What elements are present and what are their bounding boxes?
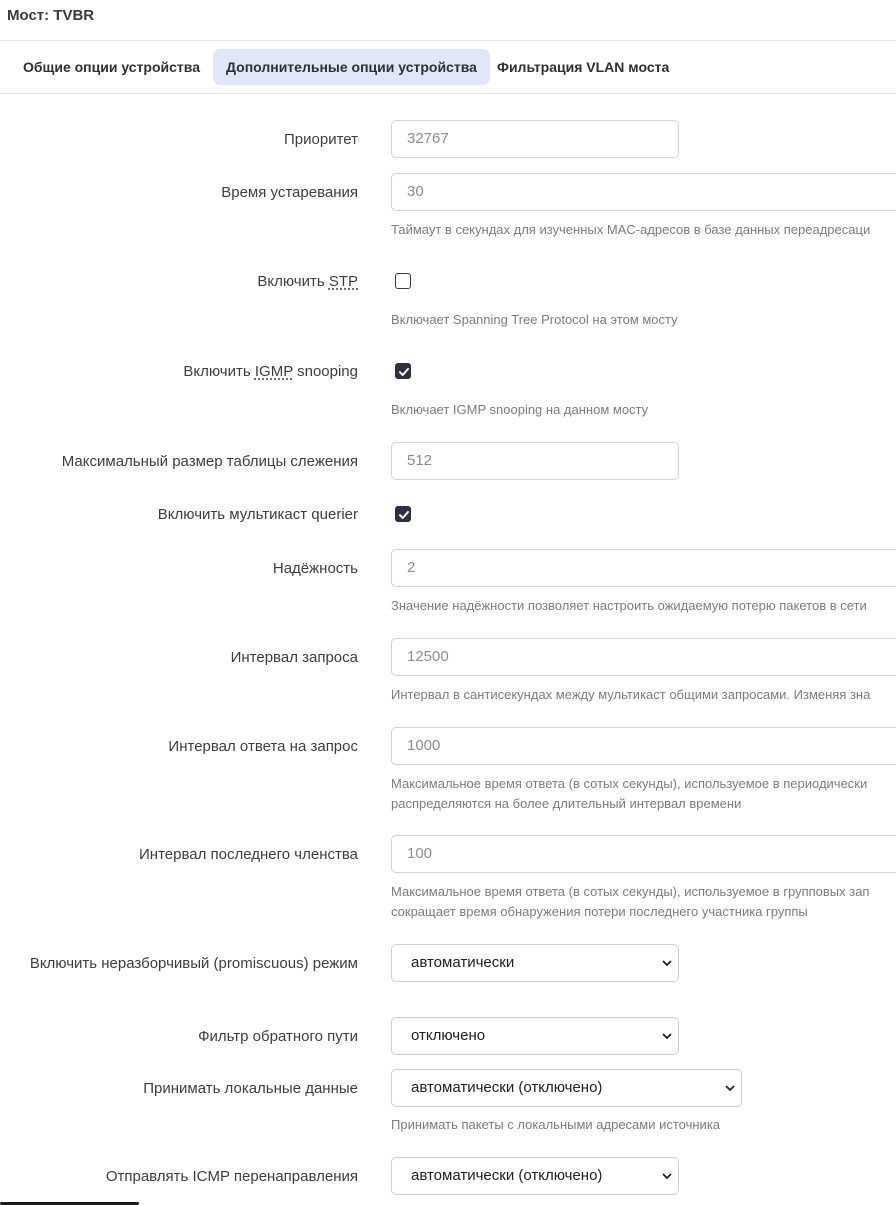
tab-vlan-filtering[interactable]: Фильтрация VLAN моста — [497, 59, 670, 75]
ageing-time-help: Таймаут в секундах для изученных MAC-адресов в базе данных переадресаци — [391, 222, 871, 237]
query-response-input[interactable]: 1000 — [391, 727, 896, 765]
promiscuous-selected-value: автоматически — [411, 954, 515, 971]
ageing-time-label: Время устаревания — [221, 184, 358, 201]
stp-help: Включает Spanning Tree Protocol на этом мосту — [391, 312, 678, 327]
chevron-down-icon — [662, 960, 672, 967]
accept-local-select[interactable] — [391, 1069, 742, 1107]
promiscuous-label: Включить неразборчивый (promiscuous) режим — [29, 955, 358, 972]
send-redirects-select[interactable] — [391, 1157, 679, 1195]
stp-checkbox[interactable] — [395, 273, 411, 289]
accept-local-label: Принимать локальные данные — [143, 1080, 358, 1097]
checkmark-icon — [398, 366, 410, 378]
igmp-snooping-checkbox[interactable] — [395, 363, 411, 379]
rp-filter-label: Фильтр обратного пути — [198, 1028, 358, 1045]
last-member-input[interactable]: 100 — [391, 835, 896, 873]
rp-filter-select[interactable] — [391, 1017, 679, 1055]
hash-max-label: Максимальный размер таблицы слежения — [61, 453, 358, 470]
last-member-help: сокращает время обнаружения потери последнего участника группы — [391, 904, 808, 919]
priority-input[interactable]: 32767 — [391, 120, 679, 158]
tab-general-options[interactable]: Общие опции устройства — [23, 59, 200, 75]
robustness-help: Значение надёжности позволяет настроить ожидаемую потерю пакетов в сети — [391, 598, 867, 613]
accept-local-help: Принимать пакеты с локальными адресами источника — [391, 1117, 721, 1132]
chevron-down-icon — [725, 1085, 735, 1092]
robustness-input[interactable]: 2 — [391, 549, 896, 587]
stp-label: Включить STP — [257, 273, 358, 290]
multicast-querier-label: Включить мультикаст querier — [157, 506, 358, 523]
query-interval-input[interactable]: 12500 — [391, 638, 896, 676]
multicast-querier-checkbox[interactable] — [395, 506, 411, 522]
query-response-help: распределяются на более длительный интервал времени — [391, 796, 742, 811]
accept-local-selected-value: автоматически (отключено) — [411, 1079, 603, 1096]
divider — [0, 40, 896, 41]
query-response-label: Интервал ответа на запрос — [168, 738, 358, 755]
send-redirects-label: Отправлять ICMP перенаправления — [105, 1168, 358, 1185]
ageing-time-input[interactable]: 30 — [391, 173, 896, 211]
promiscuous-select[interactable] — [391, 944, 679, 982]
igmp-snooping-help: Включает IGMP snooping на данном мосту — [391, 402, 649, 417]
checkmark-icon — [398, 509, 410, 521]
query-response-help: Максимальное время ответа (в сотых секунды), используемое в периодически — [391, 776, 868, 791]
priority-label: Приоритет — [284, 131, 358, 148]
rp-filter-selected-value: отключено — [411, 1027, 486, 1044]
robustness-label: Надёжность — [272, 560, 358, 577]
last-member-label: Интервал последнего членства — [139, 846, 358, 863]
page-title: Мост: TVBR — [7, 7, 95, 24]
divider — [0, 93, 896, 94]
send-redirects-selected-value: автоматически (отключено) — [411, 1167, 603, 1184]
last-member-help: Максимальное время ответа (в сотых секунды), используемое в групповых зап — [391, 884, 870, 899]
igmp-snooping-label: Включить IGMP snooping — [183, 363, 358, 380]
chevron-down-icon — [662, 1033, 672, 1040]
query-interval-help: Интервал в сантисекундах между мультикаст общими запросами. Изменяя зна — [391, 687, 871, 702]
tab-advanced-options[interactable]: Дополнительные опции устройства — [213, 49, 490, 85]
chevron-down-icon — [662, 1173, 672, 1180]
query-interval-label: Интервал запроса — [230, 649, 358, 666]
hash-max-input[interactable]: 512 — [391, 442, 679, 480]
